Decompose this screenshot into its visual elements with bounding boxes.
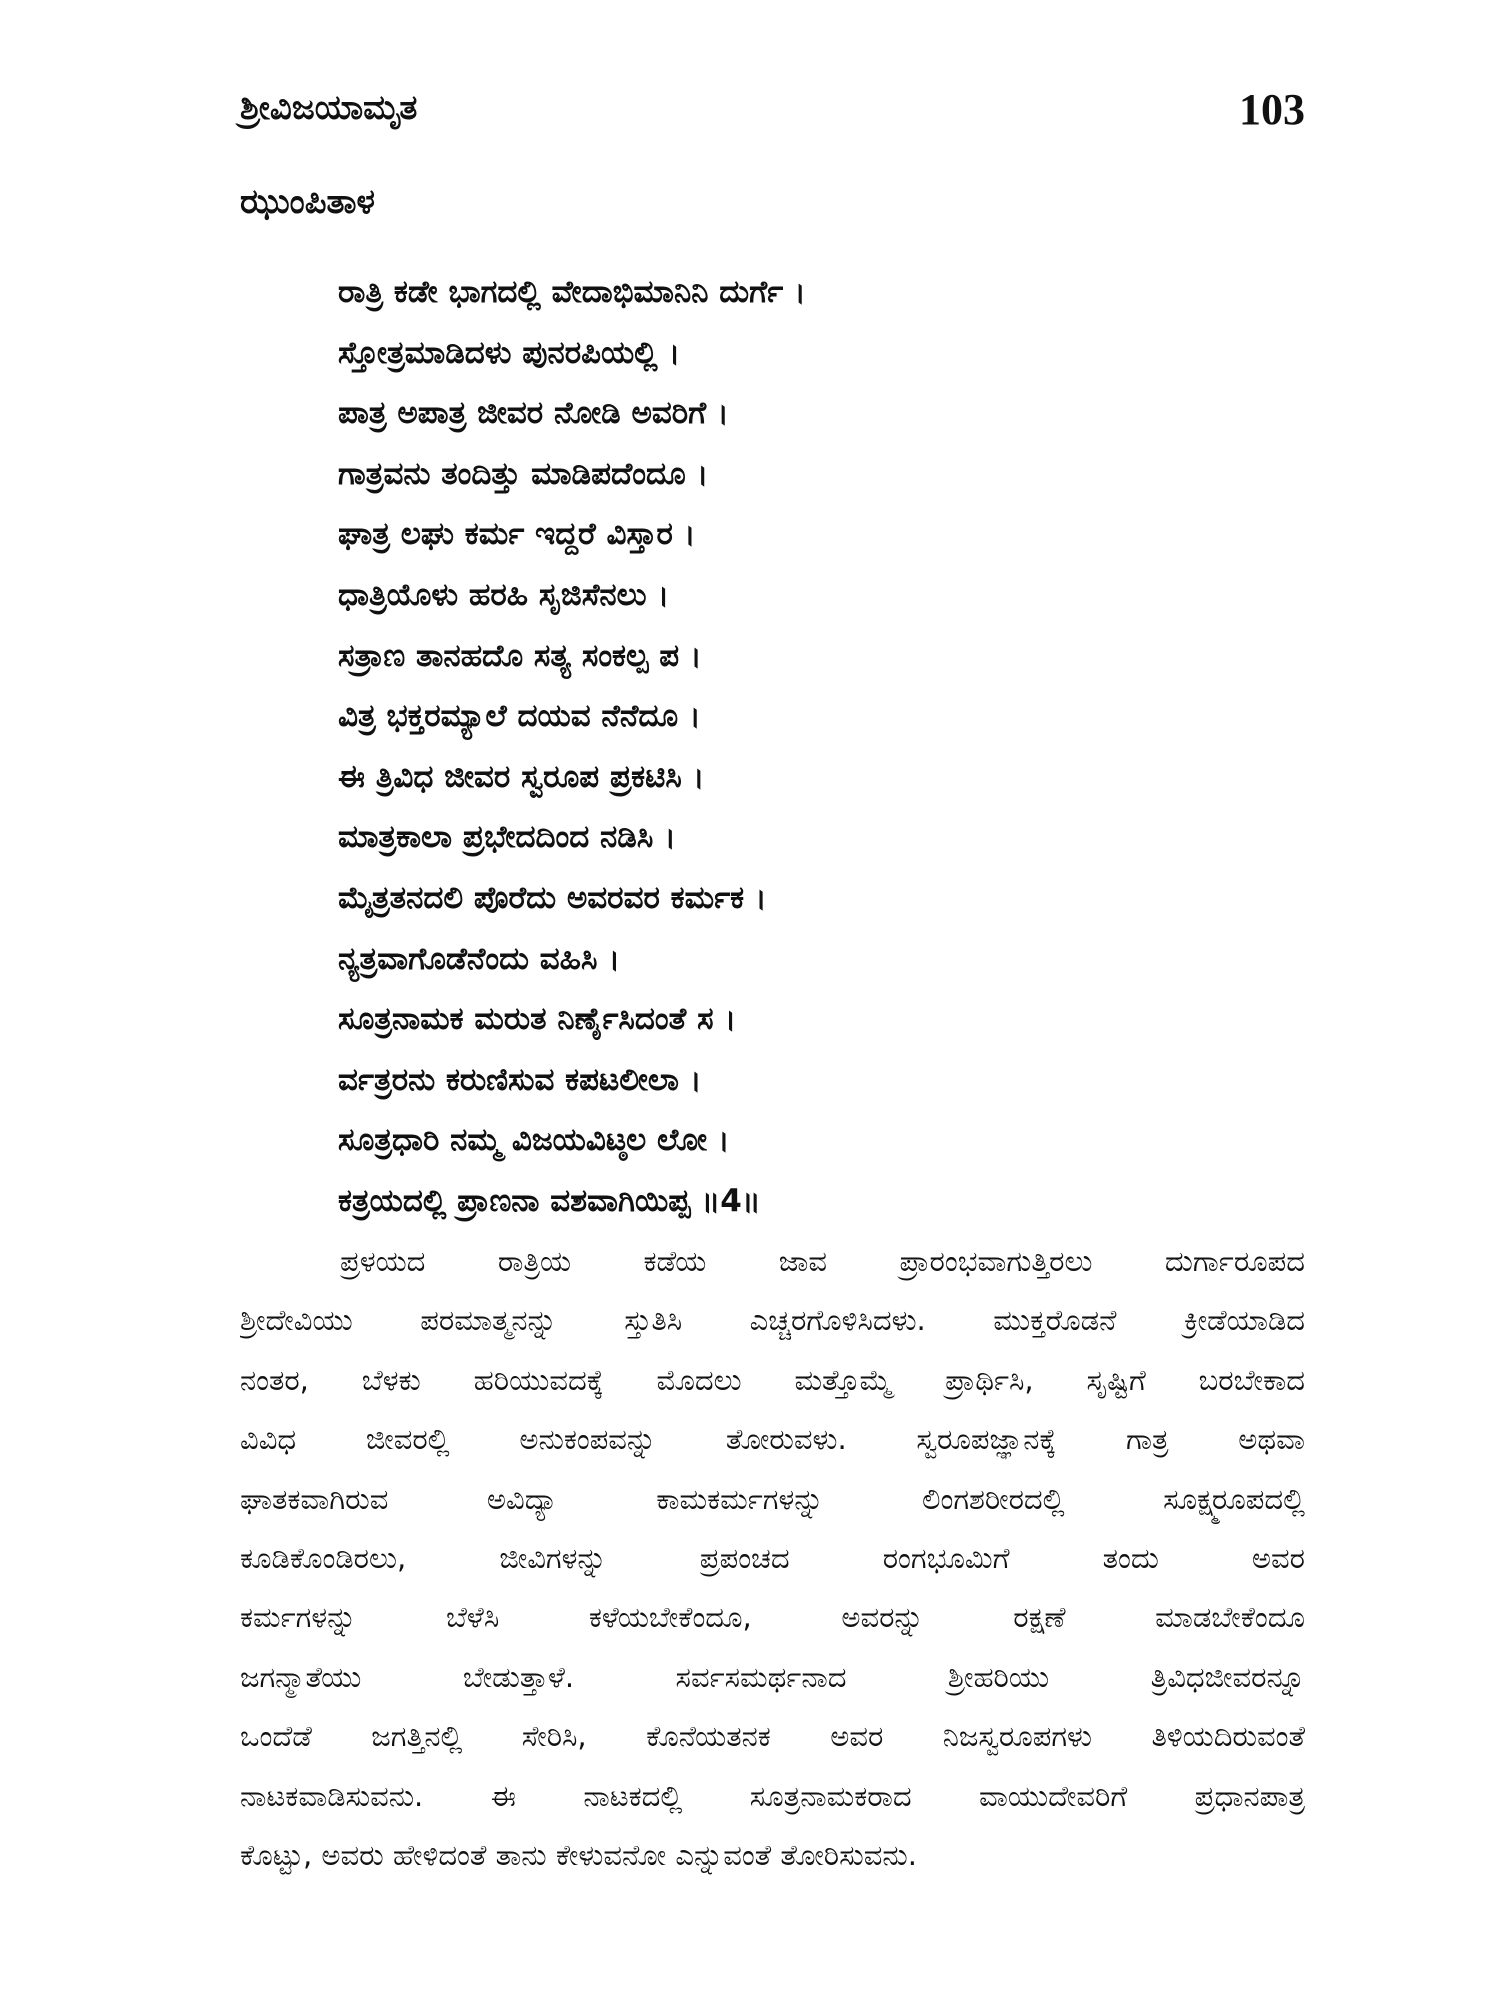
running-header-title: ಶ್ರೀವಿಜಯಾಮೃತ — [240, 88, 418, 128]
paragraph-line: ನಂತರ, ಬೆಳಕು ಹರಿಯುವದಕ್ಕೆ ಮೊದಲು ಮತ್ತೊಮ್ಮೆ ಪ್ರಾರ್ಥಿಸಿ, ಸೃಷ್ಟಿಗೆ ಬರಬೇಕಾದ — [240, 1362, 1305, 1397]
verse-line: ರಾತ್ರಿ ಕಡೇ ಭಾಗದಲ್ಲಿ ವೇದಾಭಿಮಾನಿನಿ ದುರ್ಗೆ । — [338, 274, 806, 310]
section-title: ಝುಂಪಿತಾಳ — [240, 182, 375, 222]
verse-line: ಮೈತ್ರತನದಲಿ ಪೊರೆದು ಅವರವರ ಕರ್ಮಕ । — [338, 879, 767, 916]
verse-line: ಮಾತ್ರಕಾಲಾ ಪ್ರಭೇದದಿಂದ ನಡಿಸಿ । — [338, 819, 676, 856]
paragraph-line: ವಿವಿಧ ಜೀವರಲ್ಲಿ ಅನುಕಂಪವನ್ನು ತೋರುವಳು. ಸ್ವರೂಪಜ್ಞಾನಕ್ಕೆ ಗಾತ್ರ ಅಥವಾ — [240, 1422, 1305, 1457]
paragraph-line: ಕೂಡಿಕೊಂಡಿರಲು, ಜೀವಿಗಳನ್ನು ಪ್ರಪಂಚದ ರಂಗಭೂಮಿಗೆ ತಂದು ಅವರ — [240, 1540, 1305, 1575]
verse-line: ರ್ವತ್ರರನು ಕರುಣಿಸುವ ಕಪಟಲೀಲಾ । — [338, 1061, 702, 1098]
paragraph-line: ಶ್ರೀದೇವಿಯು ಪರಮಾತ್ಮನನ್ನು ಸ್ತುತಿಸಿ ಎಚ್ಚರಗೊಳಿಸಿದಳು. ಮುಕ್ತರೊಡನೆ ಕ್ರೀಡೆಯಾಡಿದ — [240, 1303, 1305, 1338]
verse-line: ಸೂತ್ರಧಾರಿ ನಮ್ಮ ವಿಜಯವಿಟ್ಠಲ ಲೋ । — [338, 1122, 730, 1159]
verse-line: ಸ್ತೋತ್ರಮಾಡಿದಳು ಪುನರಪಿಯಲ್ಲಿ । — [338, 334, 681, 371]
paragraph-line: ನಾಟಕವಾಡಿಸುವನು. ಈ ನಾಟಕದಲ್ಲಿ ಸೂತ್ರನಾಮಕರಾದ ವಾಯುದೇವರಿಗೆ ಪ್ರಧಾನಪಾತ್ರ — [240, 1778, 1305, 1813]
verse-line: ಗಾತ್ರವನು ತಂದಿತ್ತು ಮಾಡಿಪದೆಂದೂ । — [338, 455, 709, 492]
paragraph-line: ಒಂದೆಡೆ ಜಗತ್ತಿನಲ್ಲಿ ಸೇರಿಸಿ, ಕೊನೆಯತನಕ ಅವರ ನಿಜಸ್ವರೂಪಗಳು ತಿಳಿಯದಿರುವಂತೆ — [240, 1719, 1305, 1754]
paragraph-line: ಕೊಟ್ಟು, ಅವರು ಹೇಳಿದಂತೆ ತಾನು ಕೇಳುವನೋ ಎನ್ನುವಂತೆ ತೋರಿಸುವನು. — [240, 1837, 917, 1872]
verse-line: ಘಾತ್ರ ಲಘು ಕರ್ಮ ಇದ್ದರೆ ವಿಸ್ತಾರ । — [338, 516, 696, 553]
verse-line: ಧಾತ್ರಿಯೊಳು ಹರಹಿ ಸೃಜಿಸೆನಲು । — [338, 576, 670, 613]
paragraph-line: ಕರ್ಮಗಳನ್ನು ಬೆಳೆಸಿ ಕಳೆಯಬೇಕೆಂದೂ, ಅವರನ್ನು ರಕ್ಷಣೆ ಮಾಡಬೇಕೆಂದೂ — [240, 1600, 1305, 1635]
paragraph-line: ಘಾತಕವಾಗಿರುವ ಅವಿದ್ಯಾ ಕಾಮಕರ್ಮಗಳನ್ನು ಲಿಂಗಶರೀರದಲ್ಲಿ ಸೂಕ್ಷ್ಮರೂಪದಲ್ಲಿ — [240, 1481, 1305, 1516]
verse-block — [338, 262, 806, 1232]
verse-line: ಸತ್ರಾಣ ತಾನಹದೊ ಸತ್ಯ ಸಂಕಲ್ಪ ಪ । — [338, 637, 702, 674]
commentary-paragraph — [240, 1232, 1305, 1885]
paragraph-line: ಪ್ರಳಯದ ರಾತ್ರಿಯ ಕಡೆಯ ಜಾವ ಪ್ರಾರಂಭವಾಗುತ್ತಿರಲು ದುರ್ಗಾರೂಪದ — [340, 1244, 1305, 1278]
verse-line: ಪಾತ್ರ ಅಪಾತ್ರ ಜೀವರ ನೋಡಿ ಅವರಿಗೆ । — [338, 395, 729, 432]
verse-line: ನ್ಯತ್ರವಾಗೊಡೆನೆಂದು ವಹಿಸಿ । — [338, 940, 620, 977]
page-number: 103 — [1239, 85, 1305, 134]
verse-line: ಸೂತ್ರನಾಮಕ ಮರುತ ನಿರ್ಣೈಸಿದಂತೆ ಸ । — [338, 1001, 737, 1038]
verse-line: ವಿತ್ರ ಭಕ್ತರಮ್ಯಾಲೆ ದಯವ ನೆನೆದೂ । — [338, 698, 701, 735]
verse-line: ಕತ್ರಯದಲ್ಲಿ ಪ್ರಾಣನಾ ವಶವಾಗಿಯಿಪ್ಪ ॥4॥ — [338, 1182, 761, 1219]
verse-line: ಈ ತ್ರಿವಿಧ ಜೀವರ ಸ್ವರೂಪ ಪ್ರಕಟಿಸಿ । — [338, 758, 705, 795]
paragraph-line: ಜಗನ್ಮಾತೆಯು ಬೇಡುತ್ತಾಳೆ. ಸರ್ವಸಮರ್ಥನಾದ ಶ್ರೀಹರಿಯು ತ್ರಿವಿಧಜೀವರನ್ನೂ — [240, 1659, 1305, 1694]
